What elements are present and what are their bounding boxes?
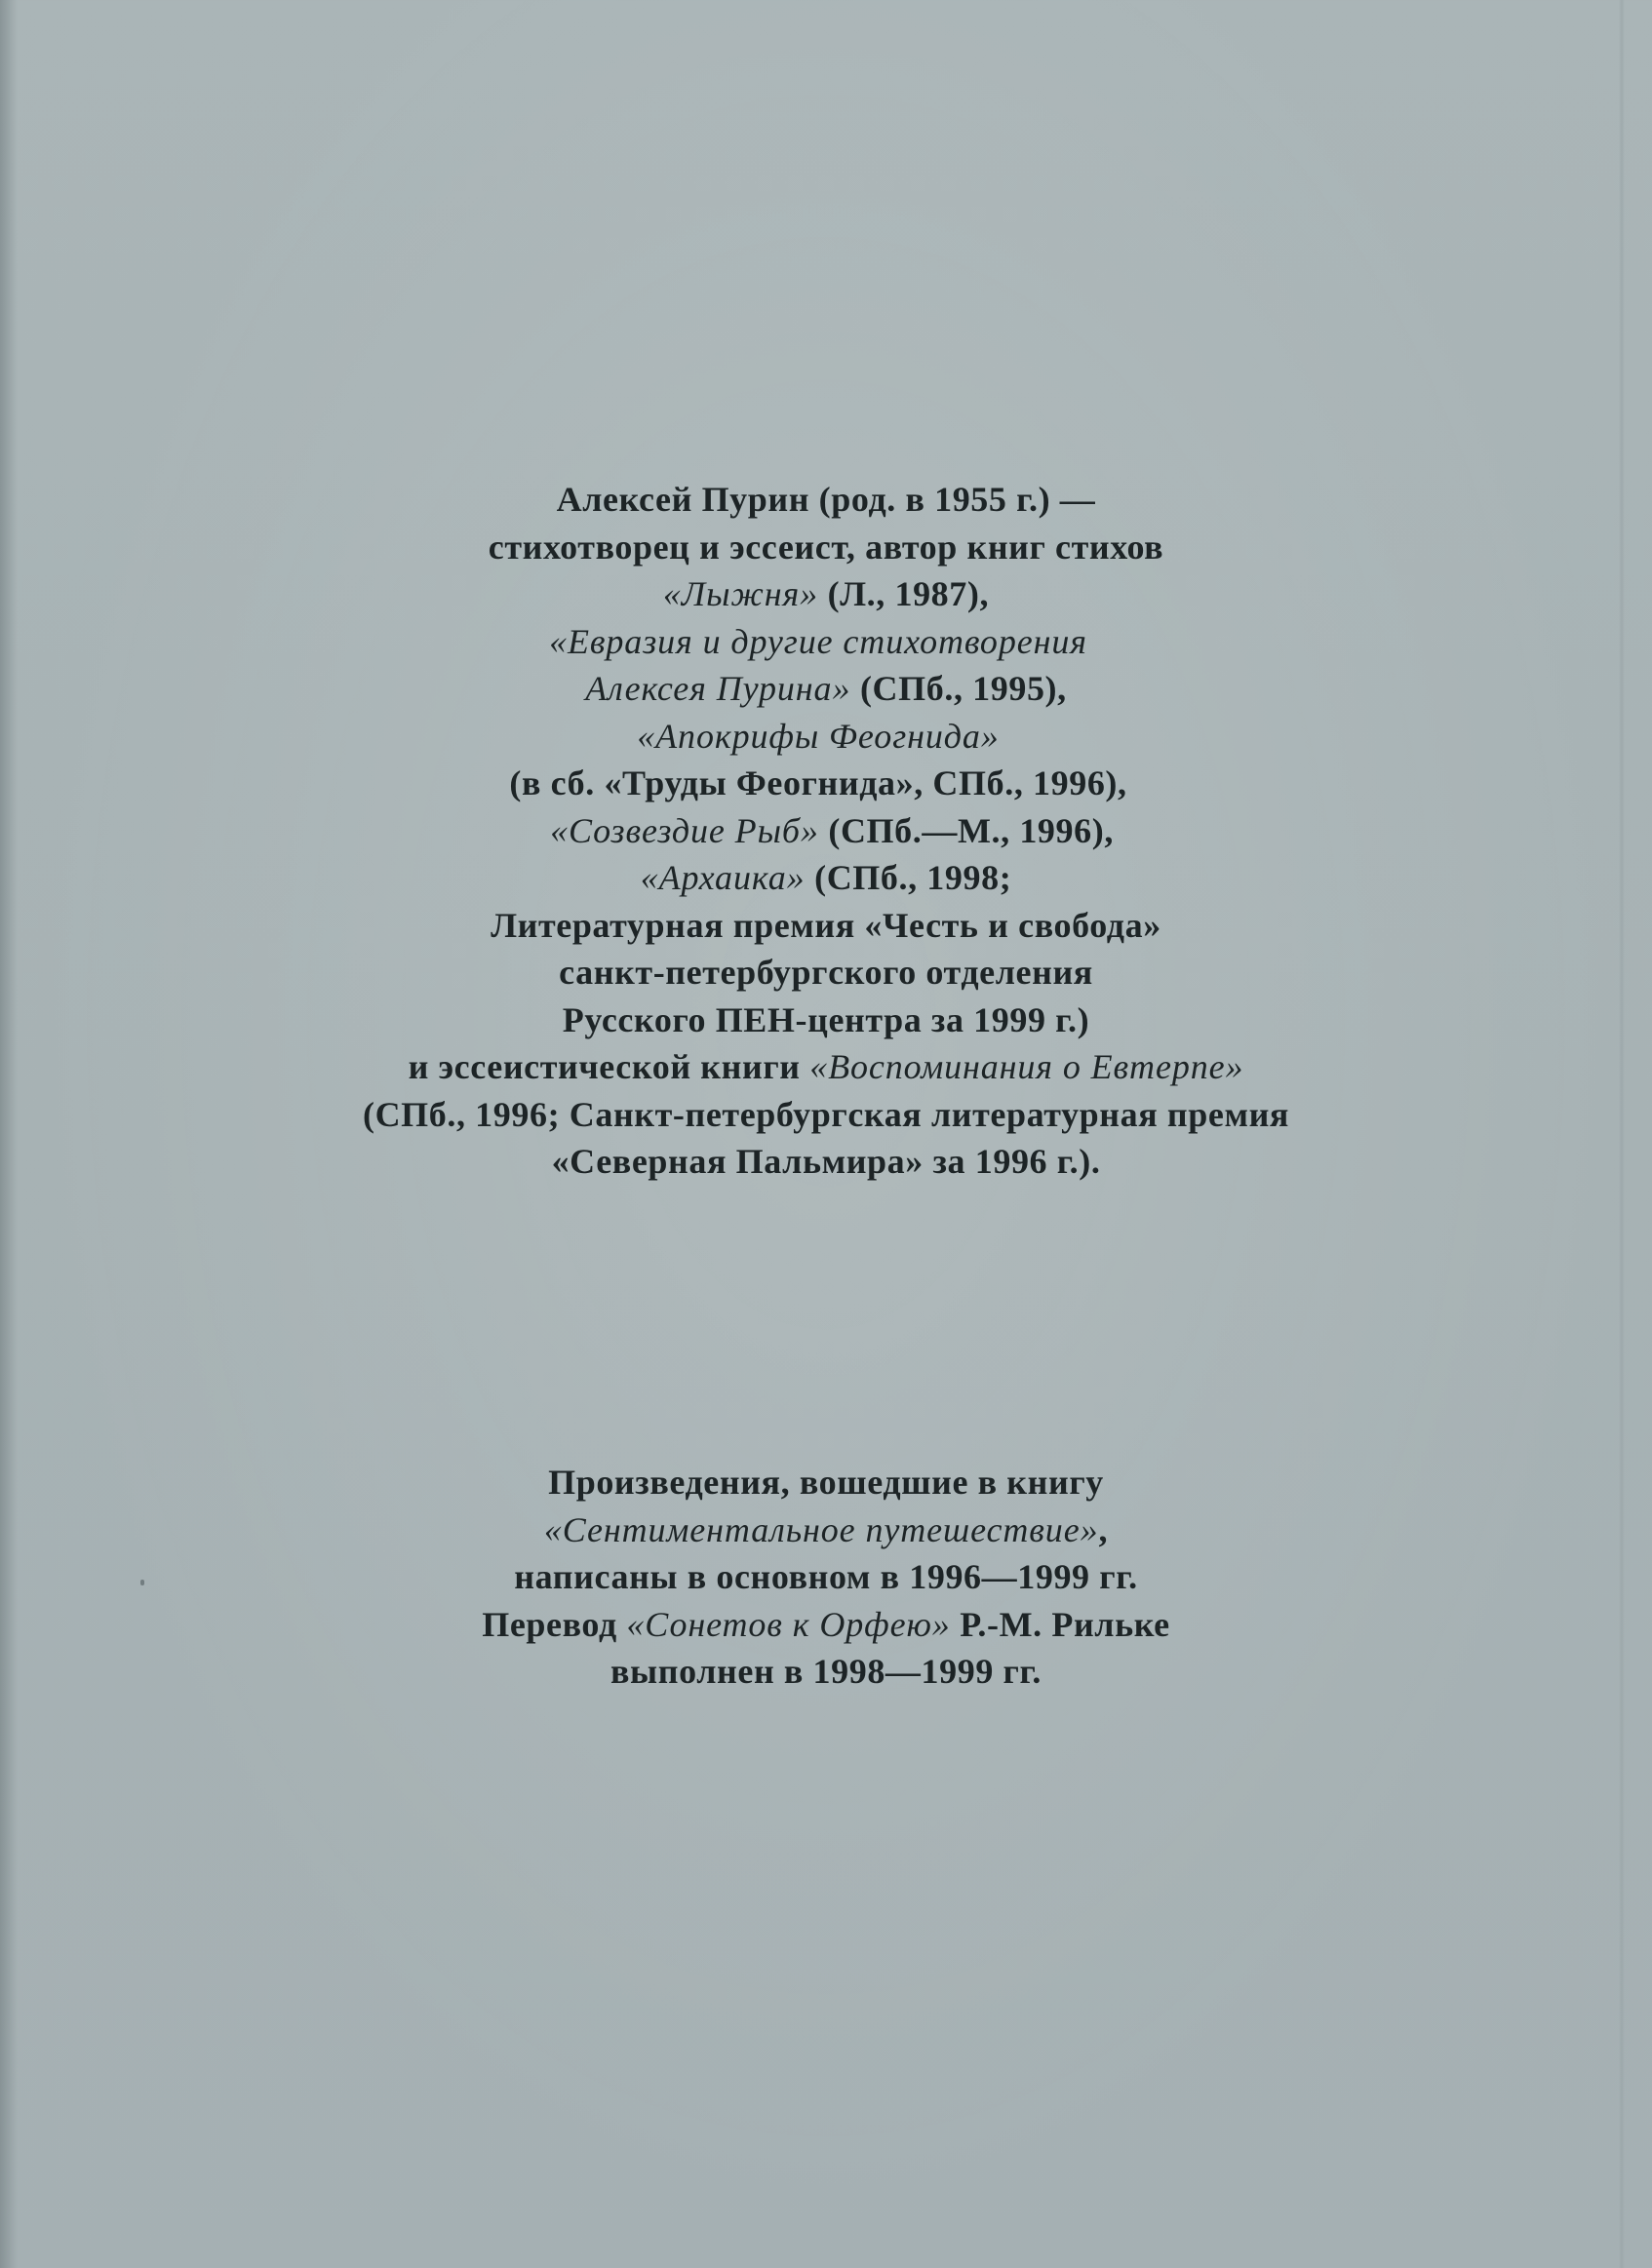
bio-line-15: «Северная Пальмира» за 1996 г.).	[551, 1142, 1101, 1181]
author-bio	[0, 476, 1652, 1186]
bio-line-7: (в сб. «Труды Феогнида», СПб., 1996),	[509, 763, 1127, 802]
bio-line-2: стихотворец и эссеист, автор книг стихов	[488, 527, 1164, 567]
bio-line-14: (СПб., 1996; Санкт-петербургская литературная премия	[362, 1094, 1289, 1134]
note-line-2	[0, 1506, 1652, 1554]
note-line-4-rest: Р.-М. Рильке	[950, 1604, 1170, 1644]
book-title-vospominaniya: «Воспоминания о Евтерпе»	[809, 1047, 1244, 1086]
bio-line-3-rest: (Л., 1987),	[818, 574, 990, 613]
bio-line-5	[0, 665, 1652, 713]
bio-line-4	[0, 618, 1644, 666]
note-line-2-rest: ,	[1098, 1509, 1109, 1549]
book-title-evraziya: «Евразия и другие стихотворения	[549, 621, 1087, 661]
note-line-4-pre: Перевод	[482, 1604, 627, 1644]
bio-line-13	[0, 1043, 1652, 1091]
bio-line-1: Алексей Пурин (род. в 1955 г.) —	[556, 480, 1096, 519]
book-title-arkhaika: «Архаика»	[640, 858, 806, 897]
bio-line-10: Литературная премия «Честь и свобода»	[491, 905, 1161, 945]
book-title-sozvezdie: «Созвездие Рыб»	[550, 810, 819, 850]
note-line-3: написаны в основном в 1996—1999 гг.	[514, 1557, 1138, 1596]
book-title-evraziya-cont: Алексея Пурина»	[585, 669, 851, 708]
book-title-sonety: «Сонетов к Орфею»	[626, 1604, 951, 1644]
note-line-1: Произведения, вошедшие в книгу	[548, 1463, 1104, 1502]
note-line-5: выполнен в 1998—1999 гг.	[610, 1652, 1042, 1691]
bio-line-5-rest: (СПб., 1995),	[850, 669, 1067, 708]
book-note	[0, 1459, 1652, 1696]
bio-line-9-rest: (СПб., 1998;	[805, 858, 1012, 897]
bio-line-3	[0, 570, 1652, 618]
book-title-apokrify: «Апокрифы Феогнида»	[637, 716, 1000, 756]
book-title-lyzhnya: «Лыжня»	[662, 574, 819, 613]
bio-line-13-pre: и эссеистической книги	[408, 1047, 810, 1086]
bio-line-6	[0, 713, 1644, 761]
bio-line-8	[6, 807, 1652, 855]
bio-line-12: Русского ПЕН-центра за 1999 г.)	[562, 999, 1090, 1039]
note-line-4	[0, 1601, 1652, 1649]
book-title-sentimentalnoe: «Сентиментальное путешествие»	[543, 1509, 1099, 1549]
bio-line-11: санкт-петербургского отделения	[559, 953, 1093, 992]
bio-line-8-rest: (СПб.—М., 1996),	[818, 810, 1114, 850]
bio-line-9	[0, 854, 1652, 902]
